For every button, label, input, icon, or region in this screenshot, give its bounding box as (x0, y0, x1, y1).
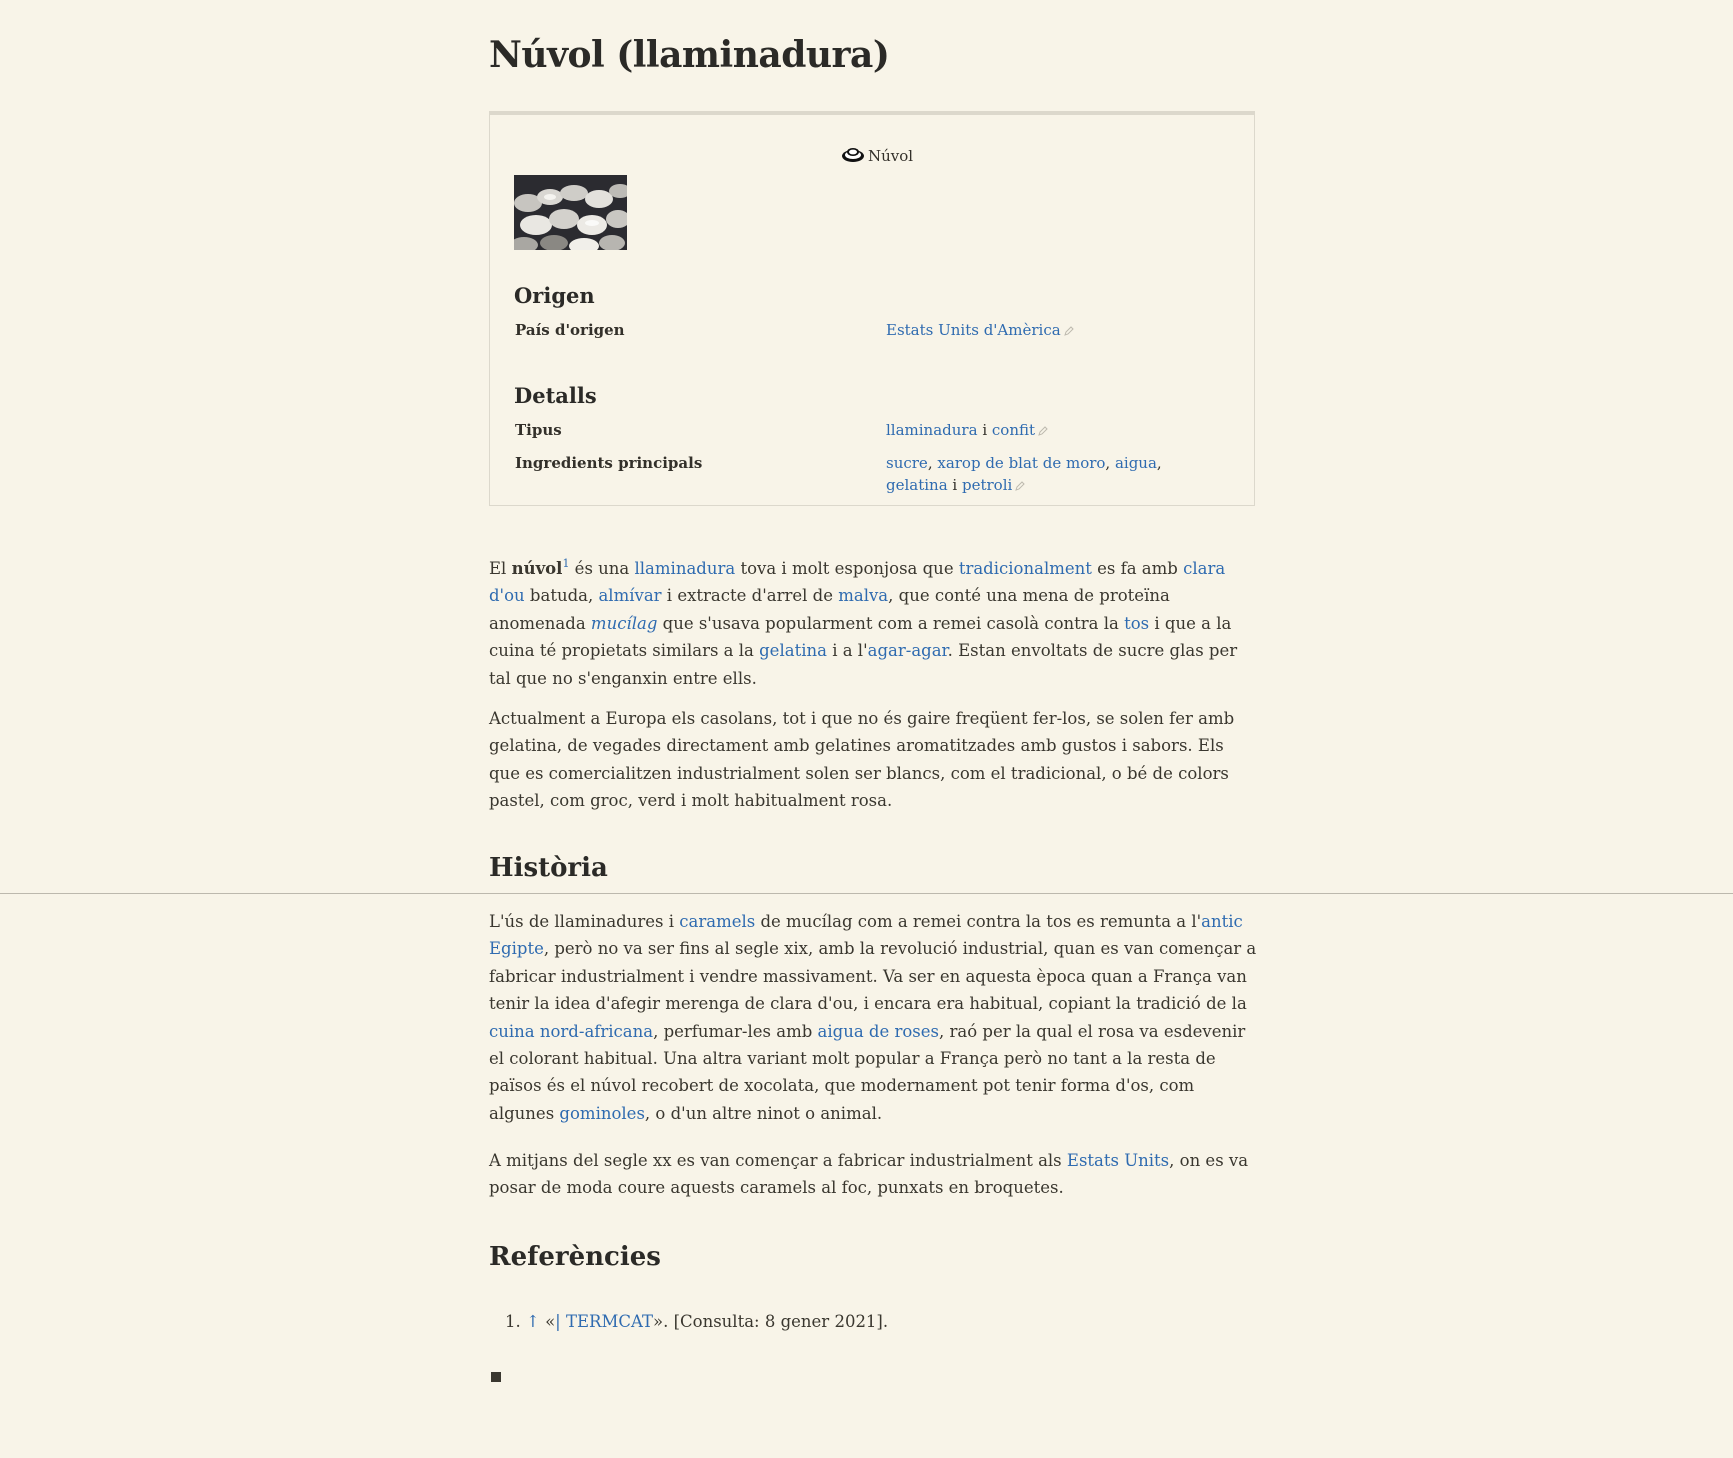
separator-text: i (947, 476, 962, 494)
infobox-ingredients-label: Ingredients principals (515, 454, 703, 472)
intro-paragraph-1 (489, 550, 1259, 692)
section-divider (0, 893, 1733, 894)
link-ingredient[interactable]: sucre (886, 454, 928, 472)
bar-link[interactable]: | (555, 1312, 566, 1331)
link-termcat[interactable]: TERMCAT (565, 1312, 653, 1331)
link[interactable]: llaminadura (634, 559, 736, 578)
text: és una (569, 559, 635, 578)
link[interactable]: malva (838, 586, 889, 606)
text: A mitjans del segle xx es van començar a fabricar industrialment als (489, 1151, 1067, 1170)
infobox-image[interactable] (514, 175, 627, 250)
reference-number: 1. (505, 1312, 521, 1331)
link[interactable]: caramels (679, 912, 756, 931)
backlink-arrow-icon[interactable]: ↑ (526, 1312, 540, 1331)
text: de mucílag com a remei contra la tos es remunta a l' (755, 912, 1202, 931)
edit-pencil-icon[interactable] (1064, 320, 1074, 342)
link-ingredient[interactable]: gelatina (886, 476, 948, 494)
link-ingredient[interactable]: xarop de blat de moro (937, 454, 1106, 472)
page-title: Núvol (llaminadura) (489, 34, 890, 76)
link[interactable]: gominoles (559, 1103, 645, 1123)
link[interactable]: tos (1124, 613, 1150, 633)
link[interactable]: clara d'ou (489, 559, 1226, 606)
intro-paragraph-2: Actualment a Europa els casolans, tot i que no és gaire freqüent fer-los, se solen fer amb gelatina, de vegades directament amb gelatines aromatitzades amb gustos i sabors. Els que es comercialitzen industrialment solen ser blancs, com el tradicional, o bé de colors pastel, com groc, verd i molt habitualment rosa. (489, 709, 1235, 811)
separator-text: i (977, 421, 992, 439)
section-heading-historia: Història (489, 853, 608, 883)
separator-text: , (1105, 454, 1115, 472)
text: El (489, 559, 512, 578)
reference-item (505, 1312, 888, 1331)
text: es fa amb (1091, 559, 1184, 578)
text: « (539, 1312, 556, 1331)
link-ingredient[interactable]: petroli (962, 476, 1013, 494)
text: , però no va ser fins al segle xix, amb la revolució industrial, quan es van començar a fabricar industrialment i vendre massivament. Va ser en aquesta època quan a França van tenir la idea d'afegir merenga de clara d'ou, i encara era habitual, copiant la tradició de la (489, 939, 1257, 1014)
link-confit[interactable]: confit (991, 421, 1036, 439)
infobox-ingredients-value (886, 452, 1216, 497)
text: tova i molt esponjosa que (735, 559, 959, 578)
square-bullet-icon (491, 1372, 501, 1382)
history-paragraph-2 (489, 1147, 1259, 1202)
text: L'ús de llaminadures i (489, 912, 680, 931)
text: , o d'un altre ninot o animal. (644, 1103, 883, 1123)
text: ». [Consulta: 8 gener 2021]. (653, 1312, 889, 1331)
link[interactable]: antic Egipte (489, 912, 1243, 959)
footnote-ref[interactable]: 1 (562, 557, 570, 570)
separator-text: , (927, 454, 938, 472)
infobox-details-heading: Detalls (514, 383, 597, 408)
link-llaminadura[interactable]: llaminadura (886, 421, 978, 439)
text: , perfumar-les amb (653, 1021, 818, 1041)
link-country[interactable]: Estats Units d'Amèrica (886, 321, 1061, 339)
link[interactable]: Estats Units (1066, 1151, 1170, 1170)
bold-term: núvol (511, 559, 563, 578)
link[interactable]: aigua de roses (817, 1021, 940, 1041)
infobox-type-value (886, 419, 1216, 442)
text: i a l' (826, 641, 868, 661)
text: , on es va posar de moda coure aquests caramels al foc, punxats en broquetes. (489, 1151, 1249, 1198)
link[interactable]: agar-agar (867, 641, 948, 661)
infobox-caption (840, 145, 913, 167)
infobox-caption-text: Núvol (868, 147, 914, 165)
section-heading-referencies: Referències (489, 1242, 661, 1272)
link[interactable] (591, 614, 657, 633)
text: que s'usava popularment com a remei casolà contra la (657, 613, 1125, 633)
text: . Estan envoltats de sucre glas per tal que no s'enganxin entre ells. (489, 641, 1238, 688)
locator-pin-icon (840, 145, 866, 167)
link-ingredient[interactable]: aigua (1114, 454, 1157, 472)
link[interactable]: gelatina (759, 641, 827, 661)
infobox-origin-value (886, 319, 1216, 342)
link[interactable]: cuina nord-africana (489, 1021, 654, 1041)
link[interactable]: tradicionalment (958, 559, 1092, 578)
text: , raó per la qual el rosa va esdevenir el colorant habitual. Una altra variant molt popular a França però no tant a la resta de països és el núvol recobert de xocolata, que modernament pot tenir forma d'os, com algunes (489, 1021, 1246, 1123)
link[interactable]: almívar (598, 586, 662, 606)
text: i que a la cuina té propietats similars a la (489, 613, 1232, 661)
infobox-origin-heading: Origen (514, 283, 595, 308)
history-paragraph-1 (489, 908, 1259, 1127)
edit-pencil-icon[interactable] (1015, 475, 1025, 497)
infobox-origin-label: País d'origen (515, 321, 625, 339)
italic-link-text: mucílag (590, 613, 658, 633)
edit-pencil-icon[interactable] (1038, 420, 1048, 442)
text: , que conté una mena de proteïna anomenada (489, 586, 1170, 633)
text: i extracte d'arrel de (661, 586, 839, 606)
infobox (489, 111, 1255, 506)
text: batuda, (524, 586, 599, 606)
infobox-type-label: Tipus (515, 421, 562, 439)
separator-text: , (1156, 454, 1162, 472)
